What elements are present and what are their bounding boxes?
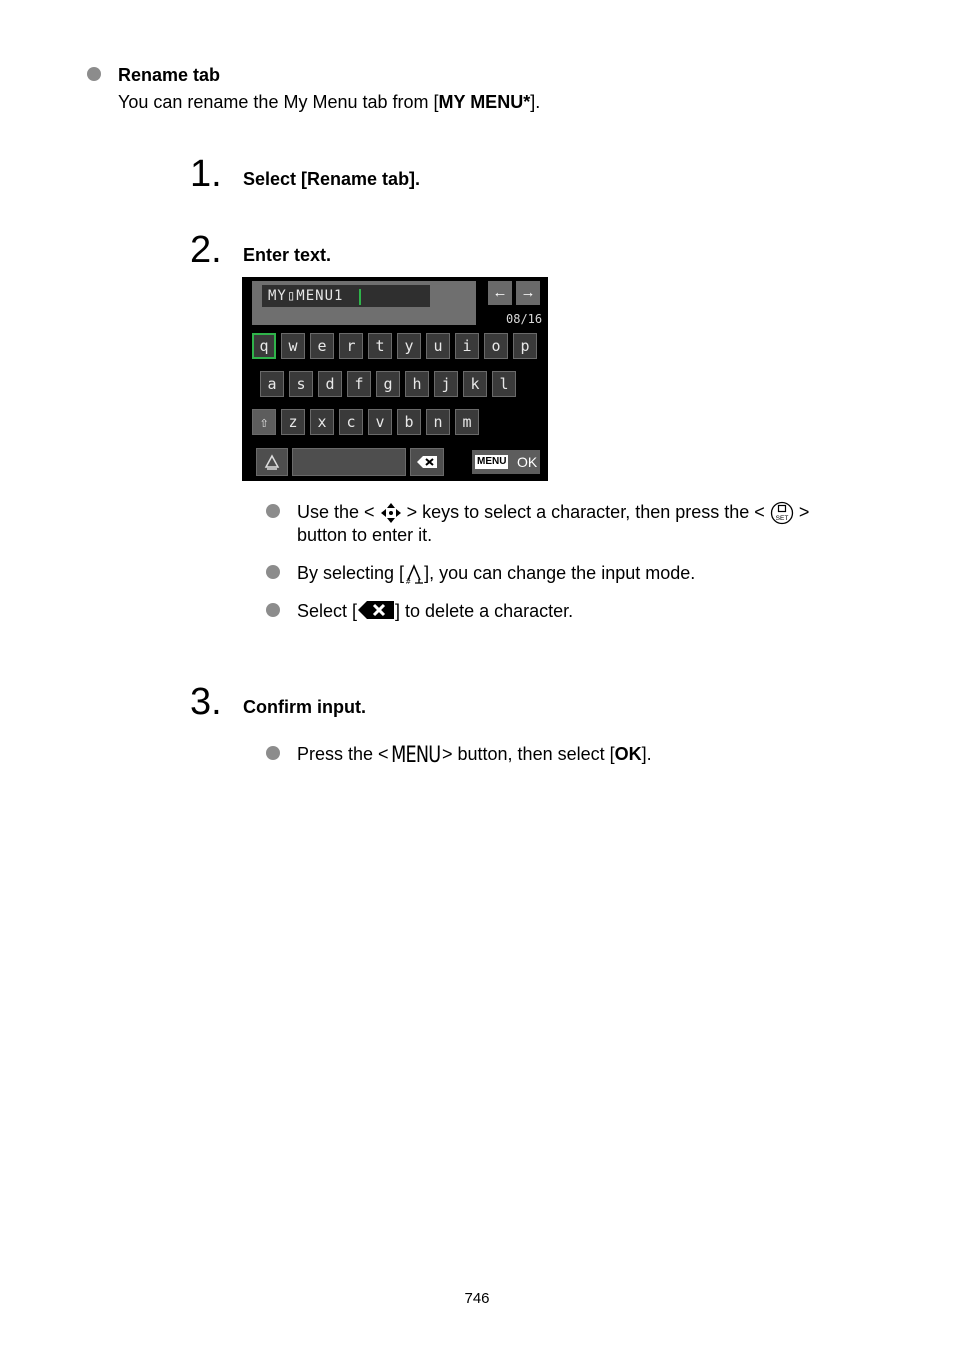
bullet-dot	[266, 565, 280, 579]
key-q: q	[252, 333, 276, 359]
bullet-dot	[87, 67, 101, 81]
bullet-dot	[266, 504, 280, 518]
step-title-2: Enter text.	[243, 245, 332, 265]
key-g: g	[376, 371, 400, 397]
key-j: j	[434, 371, 458, 397]
bullet-dot	[266, 746, 280, 760]
bullet-dot	[266, 603, 280, 617]
section-heading: Rename tab	[118, 65, 221, 85]
bullet-text: >	[798, 502, 810, 522]
key-x: x	[310, 409, 334, 435]
key-o: o	[484, 333, 508, 359]
bullet-cross-keys-line2: button to enter it.	[297, 525, 433, 545]
ok-label: OK	[517, 454, 538, 470]
key-b: b	[397, 409, 421, 435]
bullet-text: Press the <	[297, 744, 389, 764]
key-r: r	[339, 333, 363, 359]
menu-ok-button	[472, 450, 540, 474]
char-counter: 08/16	[506, 312, 543, 326]
bullet-text: > keys to select a character, then press the <	[406, 502, 765, 522]
key-n: n	[426, 409, 450, 435]
bullet-cross-keys	[297, 501, 809, 525]
key-c: c	[339, 409, 363, 435]
key-p: p	[513, 333, 537, 359]
input-text: MY▯MENU1	[268, 288, 344, 304]
bullet-text: ] to delete a character.	[395, 601, 574, 621]
key-m: m	[455, 409, 479, 435]
section-description	[118, 91, 540, 113]
text-cursor	[359, 289, 361, 305]
bullet-text: ].	[641, 744, 652, 764]
shift-icon: ⇧	[252, 409, 276, 435]
set-button-icon	[770, 501, 794, 525]
bullet-delete	[297, 600, 573, 622]
cursor-left-icon: ←	[488, 281, 512, 305]
step-number-1: 1.	[190, 153, 222, 195]
key-e: e	[310, 333, 334, 359]
text-input-area	[252, 281, 476, 325]
menu-button-label: MENU	[390, 743, 440, 768]
bullet-text: ], you can change the input mode.	[424, 563, 696, 583]
camera-keyboard-screen	[242, 277, 548, 481]
delete-icon	[410, 448, 444, 476]
svg-text:#: #	[406, 577, 411, 586]
key-y: y	[397, 333, 421, 359]
key-a: a	[260, 371, 284, 397]
bullet-text: Select [	[297, 601, 358, 621]
key-u: u	[426, 333, 450, 359]
key-s: s	[289, 371, 313, 397]
key-h: h	[405, 371, 429, 397]
step-title-1: Select [Rename tab].	[243, 169, 421, 189]
menu-badge: MENU	[477, 456, 507, 467]
desc-text-after: ].	[530, 92, 541, 112]
ok-label: OK	[614, 744, 642, 764]
key-l: l	[492, 371, 516, 397]
key-k: k	[463, 371, 487, 397]
step-number-3: 3.	[190, 681, 222, 723]
delete-icon	[357, 600, 395, 620]
desc-text-before: You can rename the My Menu tab from [	[118, 92, 439, 112]
key-t: t	[368, 333, 392, 359]
cursor-right-icon: →	[516, 281, 540, 305]
page-number: 746	[464, 1290, 490, 1307]
text-input-line	[262, 285, 430, 307]
key-z: z	[281, 409, 305, 435]
step-title-3: Confirm input.	[243, 697, 366, 717]
space-key	[292, 448, 406, 476]
bullet-text: > button, then select [	[442, 744, 615, 764]
bullet-text: Use the <	[297, 502, 375, 522]
key-w: w	[281, 333, 305, 359]
key-f: f	[347, 371, 371, 397]
key-v: v	[368, 409, 392, 435]
input-mode-icon	[256, 448, 288, 476]
key-d: d	[318, 371, 342, 397]
svg-text:SET: SET	[775, 515, 789, 523]
bullet-input-mode	[297, 562, 695, 585]
cross-keys-icon	[380, 502, 402, 524]
key-i: i	[455, 333, 479, 359]
input-mode-icon	[404, 563, 424, 585]
bullet-text: By selecting [	[297, 563, 405, 583]
desc-menu-name: MY MENU*	[438, 92, 531, 112]
bullet-menu-ok	[297, 743, 652, 767]
step-number-2: 2.	[190, 229, 222, 271]
